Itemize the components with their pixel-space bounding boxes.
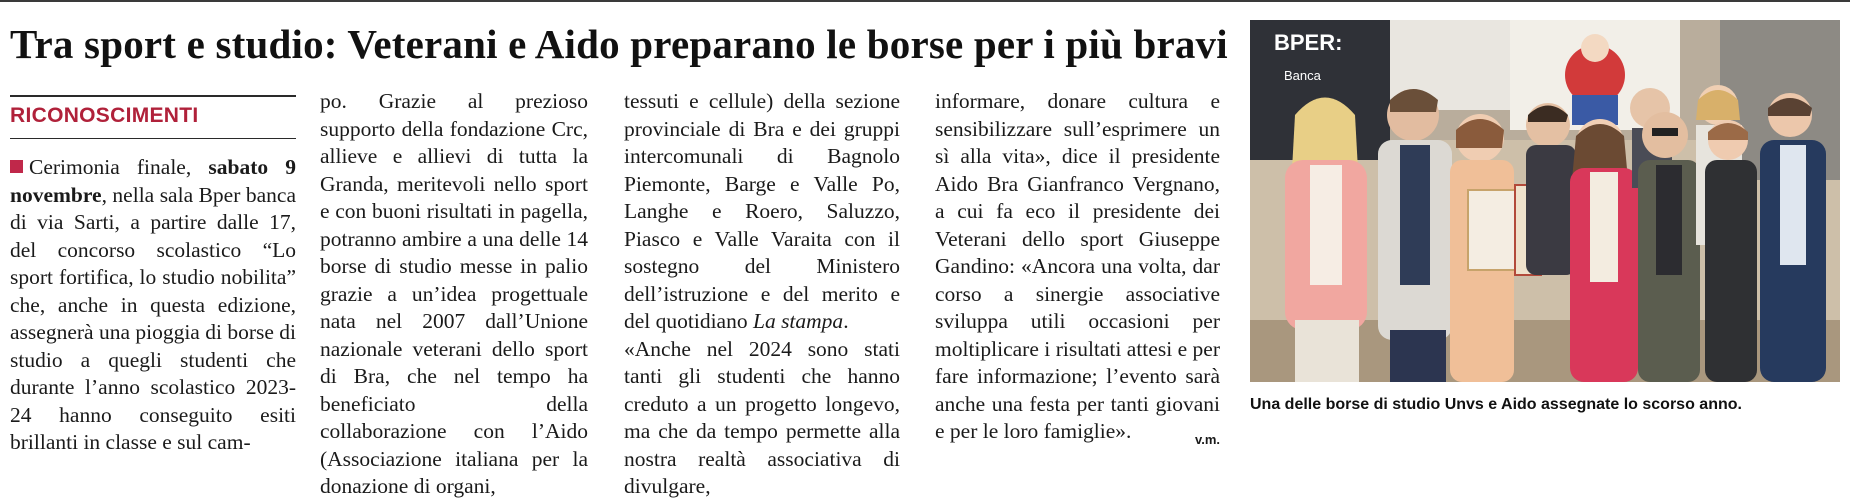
lead-text: Cerimonia finale, (29, 155, 209, 179)
author-signature: v.m. (1194, 432, 1220, 447)
col1-text: , nella sala Bper banca di via Sarti, a partire dalle 17, del concorso scolastico “Lo sport fortifica, lo studio nobilita” che, anche in questa edizione, assegnerà una pioggia di borse di studio a quegli studenti che durante l’anno scolastico 2023-24 hanno conseguito esiti brillanti in classe e sul cam- (10, 182, 296, 454)
rubric-underline (10, 138, 296, 139)
photo-caption: Una delle borse di studio Unvs e Aido assegnate lo scorso anno. (1250, 396, 1742, 413)
col3-quote: «Anche nel 2024 sono stati tanti gli studenti che hanno creduto a un progetto longevo, ma che da tempo permette alla nostra realtà associativa di divulgare, (624, 336, 900, 498)
rubric-rule (10, 95, 296, 97)
event-date: sabato 9 novembre (10, 155, 297, 207)
banner-subtext: Banca (1284, 68, 1321, 83)
newspaper-name: La stampa (752, 309, 844, 333)
article-column-3 (624, 88, 900, 498)
person-4 (1526, 103, 1576, 275)
banner-text: BPER: (1274, 30, 1343, 55)
col3-text-a: tessuti e cellule) della sezione provinciale di Bra e dei gruppi intercomunali di Bagnolo Piemonte, Barge e Valle Po, Langhe e Roero, Saluzzo, Piasco e Valle Varaita con il sostegno del Ministero dell’istruzione e del merito e del quotidiano (624, 89, 900, 333)
article-column-4 (935, 88, 1220, 455)
col4-text: informare, donare cultura e sensibilizzare sull’esprimere un sì alla vita», dice il presidente Aido Bra Gianfranco Vergnano, a cui fa eco il presidente dei Veterani dello sport Giuseppe Gandino: «Ancora una volta, dar corso a sinergie associative sviluppa utili occasioni per moltiplicare i risultati attesi e per fare informazione; l’evento sarà anche una festa per tanti giovani e per le loro famiglie». (935, 89, 1220, 443)
article-column-2 (320, 88, 588, 498)
person-1 (1285, 98, 1367, 383)
lead-square-icon (10, 160, 23, 173)
col2-text: po. Grazie al prezioso supporto della fondazione Crc, allieve e allievi di tutta la Granda, meritevoli nello sport e con buoni risultati in pagella, potranno ambire a una delle 14 borse di studio messe in palio grazie a un’idea progettuale nata nel 2007 dall’Unione nazionale veterani dello sport di Bra, che nel tempo ha beneficiato della collaborazione con l’Aido (Associazione italiana per la donazione di organi, (320, 89, 588, 498)
col3-text-b: . (843, 309, 849, 333)
article-photo (1250, 20, 1840, 382)
section-rubric: RICONOSCIMENTI (10, 104, 199, 127)
article-column-1 (10, 154, 296, 455)
top-rule (0, 0, 1850, 2)
headline: Tra sport e studio: Veterani e Aido preparano le borse per i più bravi (10, 21, 1228, 67)
